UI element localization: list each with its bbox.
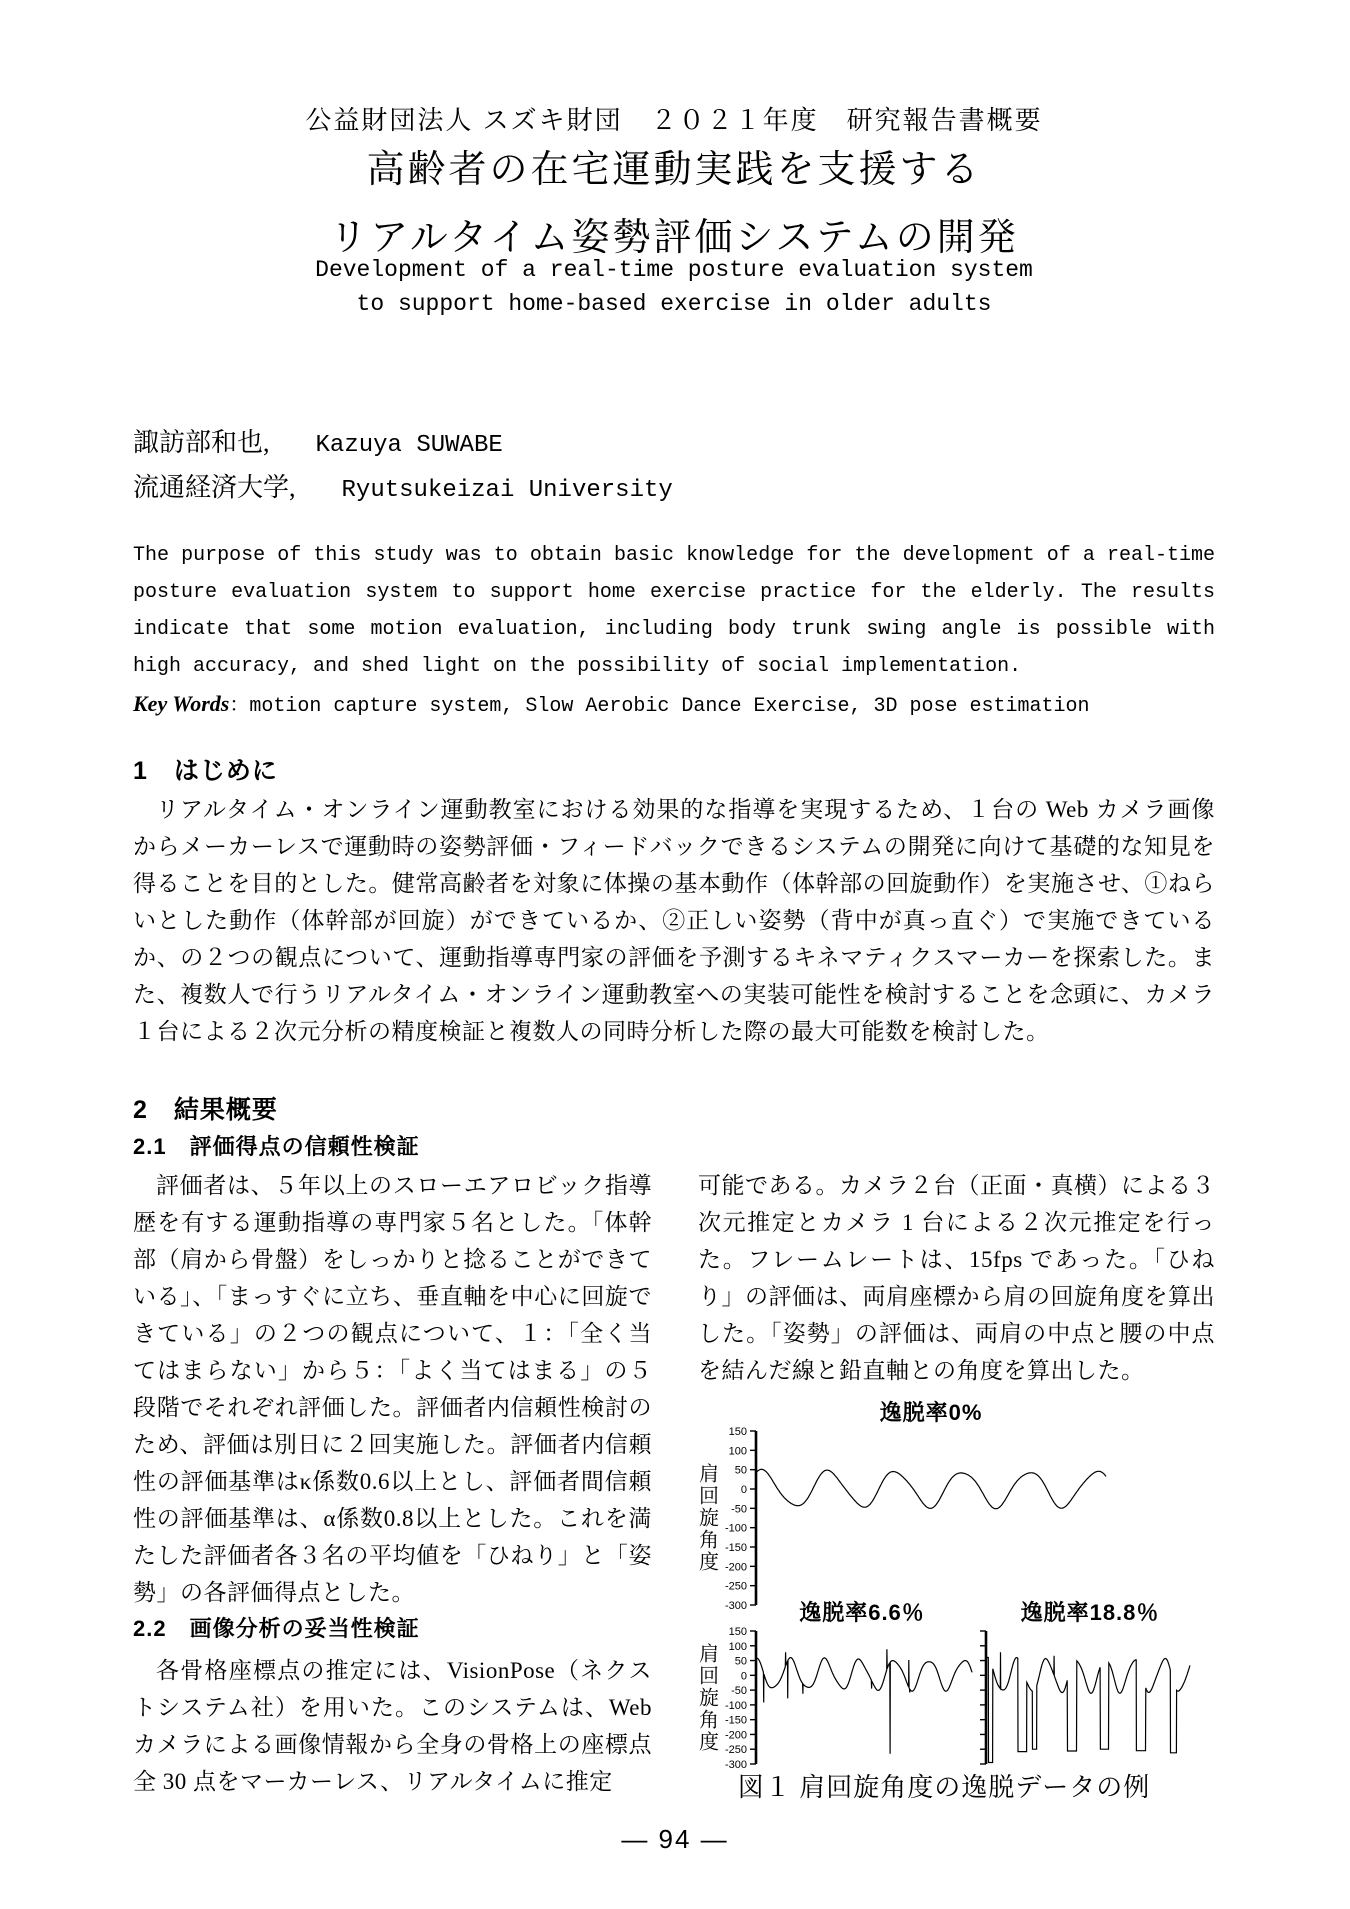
svg-text:-150: -150	[724, 1542, 747, 1554]
chart-title-deviation-0: 逸脱率0%	[879, 1400, 983, 1425]
svg-text:100: 100	[728, 1445, 747, 1458]
affiliation-line	[133, 467, 673, 512]
chart-title-deviation-6-6: 逸脱率6.6％	[799, 1600, 925, 1625]
svg-text:0: 0	[740, 1670, 747, 1683]
svg-text:150: 150	[728, 1627, 747, 1638]
svg-text:-200: -200	[724, 1561, 747, 1574]
section-2-2-heading: 2.2 画像分析の妥当性検証	[133, 1616, 420, 1641]
svg-text:50: 50	[734, 1655, 747, 1668]
author-name-en: Kazuya SUWABE	[315, 432, 503, 459]
line-chart-deviation-18-8	[978, 1627, 1194, 1768]
report-title-en-line2: to support home-based exercise in older adults	[356, 291, 992, 317]
line-chart-deviation-0	[720, 1427, 1110, 1609]
keywords-label: Key Words	[133, 691, 230, 716]
chart-body	[694, 1627, 976, 1768]
section-1-body: リアルタイム・オンライン運動教室における効果的な指導を実現するため、１台の Web カメラ画像からメーカーレスで運動時の姿勢評価・フィードバックできるシステムの開発に向けて基礎的な知見を得ることを目的とした。健常高齢者を対象に体操の基本動作（体幹部の回旋動作）を実施させ、①ねらいとした動作（体幹部が回旋）ができているか、②正しい姿勢（背中が真っ直ぐ）で実施できているか、の２つの観点について、運動指導専門家の評価を予測するキネマティクスマーカーを探索した。また、複数人で行うリアルタイム・オンライン運動教室への実装可能性を検討することを念頭に、カメラ１台による２次元分析の精度検証と複数人の同時分析した際の最大可能数を検討した。	[133, 797, 1216, 1044]
keywords-separator: ：	[229, 694, 250, 716]
report-title-jp-line2: リアルタイム姿勢評価システムの開発	[329, 217, 1019, 259]
chart-deviation-18-8-percent	[978, 1596, 1194, 1768]
svg-text:150: 150	[728, 1427, 747, 1438]
svg-text:-50: -50	[731, 1685, 747, 1698]
svg-text:-300: -300	[724, 1600, 747, 1609]
svg-text:-300: -300	[724, 1759, 747, 1768]
chart-deviation-0-percent	[694, 1396, 1110, 1609]
report-title-en-line1: Development of a real-time posture evaluation system	[315, 257, 1033, 283]
section-2-heading: 2 結果概要	[133, 1096, 278, 1124]
page-number: — 94 —	[621, 1824, 729, 1854]
svg-text:100: 100	[728, 1640, 747, 1653]
svg-text:50: 50	[734, 1464, 747, 1477]
section-1-heading: 1 はじめに	[133, 757, 278, 785]
chart-title-deviation-18-8: 逸脱率18.8％	[1020, 1600, 1160, 1625]
section-2-1-heading: 2.1 評価得点の信頼性検証	[133, 1134, 420, 1159]
author-line	[133, 422, 673, 467]
svg-text:-50: -50	[731, 1503, 747, 1516]
svg-text:-200: -200	[724, 1729, 747, 1742]
svg-text:-150: -150	[724, 1714, 747, 1727]
affiliation-en: Ryutsukeizai University	[341, 477, 673, 504]
chart-deviation-6-6-percent	[694, 1596, 976, 1768]
author-block	[133, 422, 673, 512]
chart-body	[978, 1627, 1194, 1768]
keywords-line	[133, 685, 1215, 725]
report-title-jp-line1: 高齢者の在宅運動実践を支援する	[366, 149, 982, 191]
svg-text:-100: -100	[724, 1699, 747, 1712]
figure-caption: 図１ 肩回旋角度の逸脱データの例	[737, 1773, 1151, 1802]
y-axis-label: 肩回旋角度	[695, 1463, 718, 1573]
abstract-text: The purpose of this study was to obtain basic knowledge for the development of a real-time posture evaluation system to support home exercise practice for the elderly. The results indicate that some motion evaluation, including body trunk swing angle is possible with high accuracy, and shed light on the possibility of social implementation.	[133, 544, 1215, 678]
svg-text:-250: -250	[724, 1580, 747, 1593]
chart-body	[694, 1427, 1110, 1609]
svg-text:-100: -100	[724, 1522, 747, 1535]
abstract-block	[133, 537, 1215, 725]
svg-text:-250: -250	[724, 1744, 747, 1757]
author-name-jp: 諏訪部和也,	[133, 428, 270, 457]
section-2-2-body-right: 可能である。カメラ２台（正面・真横）による３次元推定とカメラ 1 台による２次元推定を行った。フレームレートは、15fps であった。「ひねり」の評価は、両肩座標から肩の回旋角度を算出した。「姿勢」の評価は、両肩の中点と腰の中点を結んだ線と鉛直軸との角度を算出した。	[698, 1173, 1215, 1383]
page-header: 公益財団法人 スズキ財団 ２０２１年度 研究報告書概要	[305, 105, 1043, 135]
svg-text:0: 0	[740, 1484, 747, 1496]
section-2-1-body: 評価者は、５年以上のスローエアロビック指導歴を有する運動指導の専門家５名とした。「体幹部（肩から骨盤）をしっかりと捻ることができている」、「まっすぐに立ち、垂直軸を中心に回旋できている」の２つの観点について、１：「全く当てはまらない」から５：「よく当てはまる」の５段階でそれぞれ評価した。評価者内信頼性検討のため、評価は別日に２回実施した。評価者内信頼性の評価基準はκ係数0.6以上とし、評価者間信頼性の評価基準は、α係数0.8以上とした。これを満たした評価者各３名の平均値を「ひねり」と「姿勢」の各評価得点とした。	[133, 1173, 652, 1605]
section-2-2-body-left: 各骨格座標点の推定には、VisionPose（ネクストシステム社）を用いた。このシステムは、Web カメラによる画像情報から全身の骨格上の座標点全 30 点をマーカーレス、リアルタイムに推定	[133, 1658, 652, 1794]
affiliation-jp: 流通経済大学,	[133, 473, 296, 502]
y-axis-label: 肩回旋角度	[695, 1642, 718, 1753]
line-chart-deviation-6-6	[720, 1627, 976, 1768]
keywords-text: motion capture system, Slow Aerobic Dance Exercise, 3D pose estimation	[249, 695, 1090, 718]
